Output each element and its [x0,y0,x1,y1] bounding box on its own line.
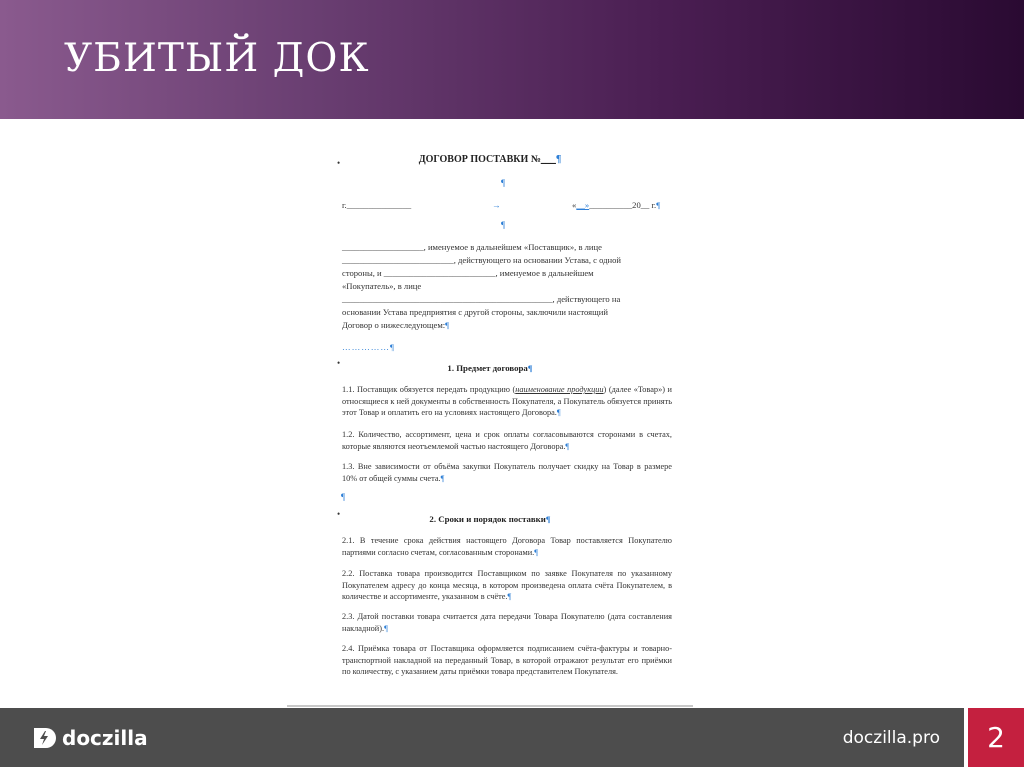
tab-arrow: → [492,200,501,210]
paragraph-1-3: 1.3. Вне зависимости от объёма закупки Покупатель получает скидку на Товар в размере 10% от общей суммы счета.¶ [342,462,672,483]
document-edge [287,705,693,707]
pilcrow-mark: ¶ [555,154,562,165]
pilcrow-mark: ¶ [501,178,506,188]
paragraph-1-1: 1.1. Поставщик обязуется передать продукцию (наименование продукции) (далее «Товар») и относящиеся к ней документы в собственность Покупателя, а Покупатель обязуется принять этот Товар и оплатить его на условиях настоящего Договора.¶ [342,385,672,417]
bullet-mark: • [337,158,341,168]
intro-line: «Покупатель», в лице [342,281,422,291]
logo-text: doczilla [62,726,148,750]
doczilla-logo-icon [32,726,56,750]
document-page [287,122,693,707]
bullet-mark: • [337,358,341,368]
document-title [287,154,693,165]
page-number: 2 [968,708,1024,767]
intro-line: основании Устава предприятия с другой стороны, заключили настоящий [342,307,608,317]
pilcrow-mark: ¶ [341,492,346,502]
document-title-blank: ___ [540,154,556,165]
intro-line: __________________________, действующего на основании Устава, с одной [342,255,622,265]
paragraph-2-1: 2.1. В течение срока действия настоящего Договора Товар поставляется Покупателю партиями согласно счетам, согласованным сторонами.¶ [342,536,672,557]
paragraph-2-3: 2.3. Датой поставки товара считается дата передачи Товара Покупателю (дата составления накладной).¶ [342,612,672,633]
document-title-text: ДОГОВОР ПОСТАВКИ № [418,154,541,165]
city-date-line [342,199,672,212]
slide-footer [0,708,964,767]
intro-line: _________________________________________________, действующего на [342,294,621,304]
intro-line: Договор о нижеследующем:¶ [342,320,450,330]
section-2-heading: 2. Сроки и порядок поставки¶ [429,514,551,524]
paragraph-2-2: 2.2. Поставка товара производится Поставщиком по заявке Покупателя по указанному Покупателем адресу до конца месяца, в котором произведена оплата счёта Покупателем, в количестве и ассортименте, указанном в счёте.¶ [342,569,672,601]
intro-line: ___________________, именуемое в дальнейшем «Поставщик», в лице [342,242,602,252]
date-line: «__»__________20__ г.¶ [572,200,661,210]
slide-title: УБИТЫЙ ДОК [64,36,370,81]
slide-header [0,0,1024,119]
paragraph-1-2: 1.2. Количество, ассортимент, цена и срок оплаты согласовываются сторонами в счетах, которые являются неотъемлемой частью настоящего Договора.¶ [342,430,672,451]
doczilla-logo [32,724,148,752]
section-1-heading: 1. Предмет договора¶ [447,363,533,373]
site-link[interactable]: doczilla.pro [842,728,940,748]
pilcrow-mark: ¶ [501,220,506,230]
bullet-mark: • [337,509,341,519]
city-line: г._______________ [342,200,412,210]
dotted-line: ……………¶ [342,342,394,352]
paragraph-2-4: 2.4. Приёмка товара от Поставщика оформляется подписанием счёта-фактуры и товарно-транспортной накладной на переданный Товар, в которой отражают результат его приёмки по количеству, с указанием даты приёмки товара представителем Покупателя. [342,644,672,676]
intro-line: стороны, и __________________________, именуемое в дальнейшем [342,268,594,278]
